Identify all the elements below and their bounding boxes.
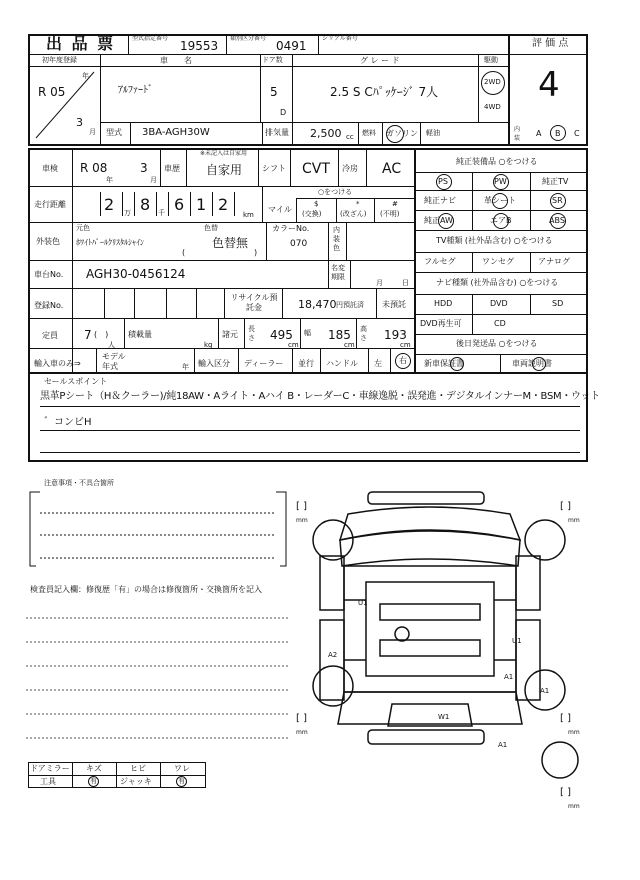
handle-label: ハンドル: [326, 359, 358, 368]
car-name-label: 車 名: [160, 56, 192, 65]
recycle-pending: 未預託: [382, 300, 406, 309]
exchange-text: (交換): [302, 210, 322, 218]
sales-line-2: ゛コンビH: [44, 417, 92, 428]
mark-a1-a: A1: [504, 673, 514, 681]
repaint-label: 色替: [204, 224, 218, 232]
cooler-label: 冷房: [342, 164, 358, 173]
shift-value: CVT: [302, 161, 330, 177]
history-label: 車歴: [164, 164, 180, 173]
circle-note: ○をつける: [318, 188, 353, 196]
fuel-label: 燃料: [362, 129, 376, 137]
mark-a1-b: A1: [540, 687, 550, 695]
mileage-label: 走行距離: [34, 200, 66, 209]
navi-hdd: HDD: [434, 299, 453, 308]
acc-mirror: ドアミラー: [30, 764, 70, 773]
mileage-sen: 千: [158, 209, 165, 217]
first-reg-label: 初年度登録: [42, 56, 77, 64]
dvd-label: DVD再生可: [420, 319, 462, 328]
unknown-text: (不明): [380, 210, 400, 218]
page-title: 出 品 票: [46, 34, 116, 53]
name-change-day: 日: [402, 279, 409, 287]
capacity-paren: ( ): [94, 330, 109, 339]
displacement-unit: cc: [346, 133, 354, 141]
tv-title: TV種類 (社外品含む) ○をつける: [436, 236, 553, 245]
navi-cd: CD: [494, 319, 506, 328]
equipment-title: 純正装備品 ○をつける: [456, 157, 538, 166]
inspection-month-unit: 月: [150, 176, 157, 184]
bracket-spare: [ ]: [560, 787, 571, 798]
inspection-value: R 08: [80, 161, 108, 175]
length-label: 長さ: [248, 325, 255, 342]
navi-dvd: DVD: [490, 299, 508, 308]
post-manual: 車両説明書: [512, 359, 552, 368]
capacity-label: 定員: [42, 331, 58, 340]
displacement-value: 2,500: [310, 127, 342, 140]
color-no-label: カラーNo.: [272, 224, 310, 233]
model-designation-label: 型式指定番号: [132, 35, 169, 42]
height-unit: cm: [400, 341, 411, 349]
unknown-sym: #: [392, 200, 398, 208]
mileage-digit-3: 6: [174, 195, 185, 214]
equip-airbag: エアB: [490, 216, 512, 225]
post-warranty: 新車保証書: [424, 359, 464, 368]
interior-grade-b: B: [555, 129, 561, 138]
light-oil: 軽油: [426, 129, 440, 137]
model-year-unit: 年: [182, 363, 189, 371]
mileage-km: km: [243, 211, 254, 219]
acc-break: ワレ: [174, 764, 190, 773]
mile-label: マイル: [268, 205, 292, 214]
mm-tl: mm: [296, 517, 308, 524]
equip-navi: 純正ナビ: [424, 196, 456, 205]
inspection-label: 車検: [42, 164, 58, 173]
equip-ps: PS: [438, 177, 448, 186]
name-change-label: 名変期限: [331, 264, 345, 281]
door-type: D: [280, 108, 287, 117]
mark-a2: A2: [328, 651, 338, 659]
first-reg-era: R 05: [38, 85, 66, 99]
color-label: 外装色: [36, 237, 60, 246]
height-value: 193: [384, 328, 407, 342]
mm-spare: mm: [568, 803, 580, 810]
registration-label: 登録No.: [34, 301, 64, 310]
handle-left: 左: [374, 359, 382, 368]
equip-tv: 純正TV: [542, 177, 569, 186]
interior-grade-a: A: [536, 129, 542, 138]
equip-abs: ABS: [549, 216, 565, 225]
door-label: ドア数: [262, 56, 283, 64]
first-reg-month-unit: 月: [89, 128, 96, 136]
inspection-month: 3: [140, 161, 148, 175]
fuel-gasoline: ガソリン: [386, 129, 418, 138]
acc-scratch: キズ: [86, 764, 102, 773]
import-label: 輸入車のみ⇒: [34, 359, 81, 368]
rating-value: 4: [538, 65, 560, 105]
repaint-paren-close: ): [254, 248, 258, 257]
bracket-br: [ ]: [560, 713, 571, 724]
width-value: 185: [328, 328, 351, 342]
acc-tools-value: 有: [90, 777, 97, 785]
tv-analog: アナログ: [538, 257, 570, 266]
tv-full: フルセグ: [424, 257, 456, 266]
capacity-value: 7: [84, 328, 92, 342]
navi-sd: SD: [552, 299, 564, 308]
import-type-label: 輸入区分: [198, 359, 230, 368]
serial-label: シリアル番号: [322, 35, 358, 42]
chassis-label: 車台No.: [34, 270, 64, 279]
import-parallel: 並行: [298, 359, 314, 368]
equip-leather: 革シート: [484, 196, 516, 205]
import-dealer: ディーラー: [244, 359, 284, 368]
model-year-label: モデル年式: [102, 352, 126, 371]
model-designation-value: 19553: [180, 39, 219, 53]
first-reg-month: 3: [76, 116, 83, 129]
mileage-digit-1: 2: [104, 195, 115, 214]
original-color-label: 元色: [76, 224, 90, 232]
exchange-sym: $: [314, 200, 319, 208]
grade-label: グ レ ー ド: [360, 56, 400, 65]
repaint-paren-open: (: [182, 248, 186, 257]
load-unit: kg: [204, 341, 213, 349]
bracket-bl: [ ]: [296, 713, 307, 724]
model-label: 型式: [106, 128, 122, 137]
history-note: ※未記入は自家用: [200, 150, 248, 157]
dimension-label: 諸元: [222, 330, 238, 339]
mark-u1-a: U1: [358, 599, 368, 607]
acc-jack: ジャッキ: [120, 777, 152, 786]
acc-tools: 工具: [40, 777, 56, 786]
equip-aw: 純正AW: [424, 216, 453, 225]
mm-br: mm: [568, 729, 580, 736]
drive-4wd: 4WD: [484, 103, 501, 111]
interior-grade-c: C: [574, 129, 580, 138]
recycle-label: リサイクル預託金: [230, 293, 278, 312]
model-value: 3BA-AGH30W: [142, 127, 210, 138]
mileage-digit-2: 8: [140, 195, 151, 214]
acc-crack: ヒビ: [130, 764, 146, 773]
inspection-year-unit: 年: [106, 176, 113, 184]
category-label: 類別区分番号: [230, 35, 267, 42]
handle-right: 右: [399, 356, 407, 365]
displacement-label: 排気量: [265, 128, 289, 137]
sales-label: セールスポイント: [44, 377, 108, 386]
color-no-value: 070: [290, 239, 308, 249]
bracket-tl: [ ]: [296, 501, 307, 512]
alter-text: (改ざん): [340, 210, 367, 218]
length-value: 495: [270, 328, 293, 342]
tv-one: ワンセグ: [482, 257, 514, 266]
first-reg-year-unit: 年: [82, 72, 89, 80]
mileage-man: 万: [124, 209, 131, 217]
drive-label: 駆動: [484, 56, 498, 64]
height-label: 高さ: [360, 325, 367, 342]
repaint-value: 色替無: [212, 236, 249, 250]
bracket-tr: [ ]: [560, 501, 571, 512]
mark-a1-c: A1: [498, 741, 508, 749]
mm-tr: mm: [568, 517, 580, 524]
history-value: 自家用: [206, 163, 243, 177]
category-value: 0491: [276, 39, 307, 53]
alter-sym: *: [356, 200, 360, 208]
capacity-unit: 人: [108, 341, 115, 349]
mark-u1-b: U1: [512, 637, 522, 645]
mileage-digit-4: 1: [196, 195, 207, 214]
recycle-unit: 円預託済: [336, 301, 364, 309]
grade-value: 2.5 S Cﾊﾟｯｹｰｼﾞ 7人: [330, 85, 439, 99]
doors-value: 5: [270, 85, 278, 99]
length-unit: cm: [288, 341, 299, 349]
notes-label: 注意事項・不具合箇所: [44, 479, 114, 487]
shift-label: シフト: [262, 164, 286, 173]
car-name-value: ｱﾙﾌｧｰﾄﾞ: [118, 85, 153, 96]
name-change-month: 月: [376, 279, 383, 287]
inspector-label: 検査員記入欄：修復歴「有」の場合は修復箇所・交換箇所を記入: [30, 585, 262, 594]
chassis-value: AGH30-0456124: [86, 267, 186, 281]
interior-color-label: 内装色: [333, 226, 340, 252]
width-label: 幅: [304, 329, 311, 337]
rating-label: 評 価 点: [532, 38, 569, 49]
cooler-value: AC: [382, 161, 402, 177]
recycle-value: 18,470: [298, 298, 337, 311]
width-unit: cm: [344, 341, 355, 349]
equip-sr: SR: [552, 196, 563, 205]
navi-title: ナビ種類 (社外品含む) ○をつける: [436, 278, 559, 287]
drive-2wd: 2WD: [484, 78, 501, 86]
original-color-value: ﾎﾜｲﾄﾊﾟｰﾙｸﾘｽﾀﾙｼｬｲﾝ: [76, 238, 144, 247]
load-label: 積載量: [128, 330, 152, 339]
acc-jack-value: 有: [178, 777, 185, 785]
mark-w1: W1: [438, 713, 450, 721]
mileage-digit-5: 2: [218, 195, 229, 214]
interior-label: 内装: [514, 126, 521, 142]
equip-pw: PW: [494, 177, 507, 186]
post-title: 後日発送品 ○をつける: [456, 339, 538, 348]
mm-bl: mm: [296, 729, 308, 736]
sales-line-1: 黒革Pシート（H＆クーラー)/純18AW・Aライト・Aハイ B・レーダーC・車線逸脱・誤発進・デジタルインナーM・BSM・ウット: [40, 391, 600, 402]
